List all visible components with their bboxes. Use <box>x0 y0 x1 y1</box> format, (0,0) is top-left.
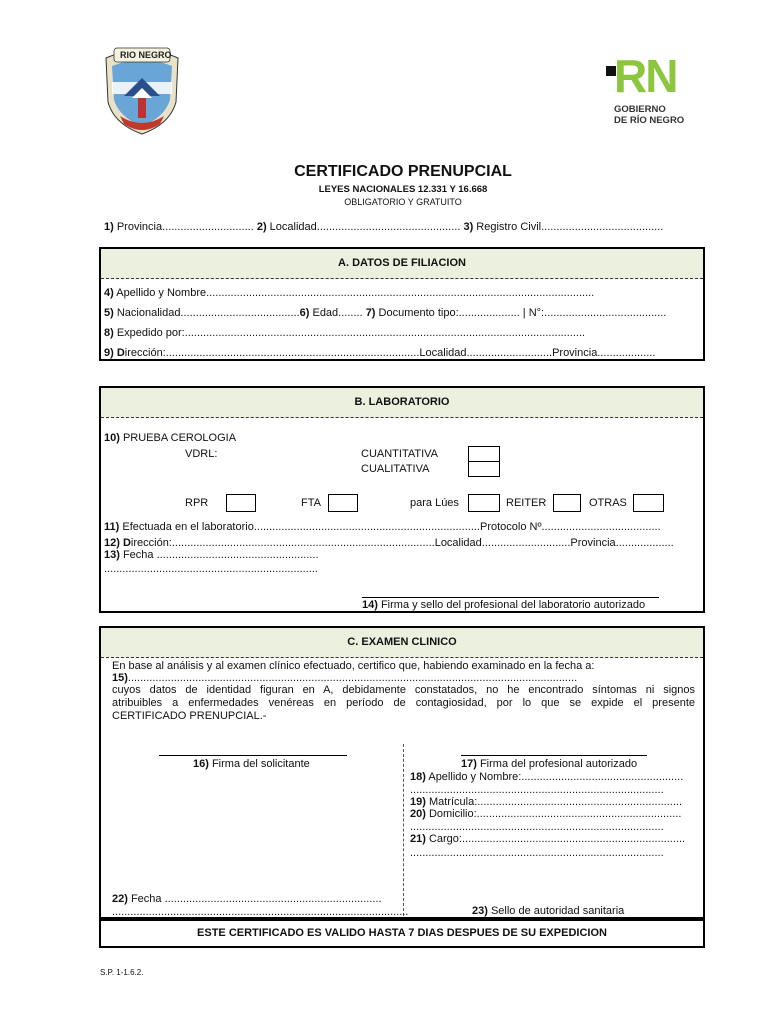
field-laboratorio-protocolo[interactable]: Efectuada en el laboratorio..........................................................................Protocolo Nº....................................... <box>119 521 661 533</box>
lab-signature-line <box>362 597 659 598</box>
exam-statement-line4: CERTIFICADO PRENUPCIAL.- <box>112 710 267 722</box>
top-fields-row <box>104 221 663 233</box>
otras-checkbox[interactable] <box>633 494 664 512</box>
field-18-row: 18) Apellido y Nombre:..................................................... <box>410 771 684 783</box>
fta-label: FTA <box>301 497 321 509</box>
lues-checkbox[interactable] <box>468 494 500 512</box>
field-registro-civil[interactable]: Registro Civil........................................ <box>473 221 664 233</box>
lab-signature-label: Firma y sello del profesional del laboratorio autorizado <box>377 599 646 611</box>
professional-signature-label: Firma del profesional autorizado <box>476 758 638 770</box>
applicant-signature-line <box>159 755 347 756</box>
field-19-row: 19) Matrícula:................................................................... <box>410 796 683 808</box>
prueba-cerologia-label: PRUEBA CEROLOGIA <box>119 432 237 444</box>
field-10-row: 10) PRUEBA CEROLOGIA <box>104 432 237 444</box>
reiter-checkbox[interactable] <box>553 494 581 512</box>
column-divider <box>403 744 404 916</box>
applicant-signature-label: Firma del solicitante <box>208 758 310 770</box>
field-2-number: 2) <box>256 221 267 233</box>
field-11-row: 11) Efectuada en el laboratorio..........................................................................Protocolo Nº....................................... <box>104 521 661 533</box>
lues-label: para Lúes <box>410 497 459 509</box>
field-fecha-c-continuation[interactable]: ................................................................................................. <box>112 906 409 918</box>
field-20-row: 20) Domicilio:................................................................... <box>410 808 682 820</box>
field-13-row: 13) Fecha ..................................................... <box>104 549 319 561</box>
field-edad[interactable]: Edad........ <box>309 307 366 319</box>
professional-signature-line <box>461 755 647 756</box>
section-a-datos-filiacion <box>99 247 705 361</box>
rpr-label: RPR <box>185 497 209 509</box>
field-4-row: 4) Apellido y Nombre............................................................................................................................... <box>104 287 595 299</box>
field-localidad[interactable]: Localidad............................................... <box>266 221 461 233</box>
field-fecha-c[interactable]: Fecha ....................................................................... <box>127 893 382 905</box>
field-1-number: 1) <box>104 221 114 233</box>
rn-government-logo <box>600 50 710 126</box>
field-fecha-b-continuation[interactable]: ...................................................................... <box>104 563 318 575</box>
field-21-row: 21) Cargo:......................................................................... <box>410 833 686 845</box>
field-16-row: 16) Firma del solicitante <box>193 758 310 770</box>
field-domicilio-continuation[interactable]: ................................................................................... <box>410 821 664 833</box>
cualitativa-checkbox[interactable] <box>468 461 500 477</box>
field-direccion-a[interactable]: irección:...................................................................................Localidad............................Provincia................... <box>124 347 656 359</box>
field-fecha-b[interactable]: Fecha ..................................................... <box>119 549 319 561</box>
cualitativa-label: CUALITATIVA <box>361 463 430 475</box>
field-15-row: 15)................................................................................................................................................... <box>112 672 578 684</box>
validity-notice: ESTE CERTIFICADO ES VALIDO HASTA 7 DIAS DESPUES DE SU EXPEDICION <box>197 927 607 939</box>
reiter-label: REITER <box>506 497 547 509</box>
field-matricula[interactable]: Matrícula:................................................................... <box>425 796 683 808</box>
section-c-title: C. EXAMEN CLINICO <box>101 628 703 658</box>
shield-logo-text: RIO NEGRO <box>120 50 172 60</box>
cuantitativa-checkbox[interactable] <box>468 446 500 462</box>
rn-logo-line2: DE RÍO NEGRO <box>614 115 685 126</box>
field-13b-row[interactable] <box>104 563 318 575</box>
field-9-row: 9) Dirección:...................................................................................Localidad............................Provincia................... <box>104 347 656 359</box>
validity-notice-box <box>99 919 705 948</box>
field-profesional-nombre[interactable]: Apellido y Nombre:..................................................... <box>425 771 684 783</box>
field-apellido-nombre[interactable]: Apellido y Nombre............................................................................................................................... <box>113 287 595 299</box>
field-profesional-nombre-continuation[interactable]: ................................................................................... <box>410 784 664 796</box>
rio-negro-shield-logo <box>100 44 184 136</box>
form-code: S.P. 1-1.6.2. <box>100 968 144 977</box>
section-b-laboratorio <box>99 386 705 613</box>
field-17-row: 17) Firma del profesional autorizado <box>461 758 638 770</box>
field-provincia[interactable]: Provincia.............................. <box>113 221 254 233</box>
fta-checkbox[interactable] <box>328 494 358 512</box>
field-nacionalidad[interactable]: Nacionalidad....................................... <box>113 307 300 319</box>
section-c-examen-clinico <box>99 626 705 919</box>
field-8-row: 8) Expedido por:................................................................................................................................... <box>104 327 586 339</box>
field-12-row: 12) Dirección:......................................................................................Localidad.............................Provincia................... <box>104 537 674 549</box>
sanitary-seal-label: Sello de autoridad sanitaria <box>487 905 625 917</box>
field-documento[interactable]: Documento tipo:.................... | N°:........................................ <box>375 307 667 319</box>
exam-statement-line1: En base al análisis y al examen clínico efectuado, certifico que, habiendo examinado en la fecha a: <box>112 660 595 672</box>
field-expedido-por[interactable]: Expedido por:................................................................................................................................... <box>113 327 586 339</box>
otras-label: OTRAS <box>589 497 627 509</box>
field-23-row: 23) Sello de autoridad sanitaria <box>472 905 625 917</box>
section-b-title: B. LABORATORIO <box>101 388 703 418</box>
field-cargo[interactable]: Cargo:......................................................................... <box>425 833 686 845</box>
field-cargo-continuation[interactable]: ................................................................................... <box>410 847 664 859</box>
field-domicilio[interactable]: Domicilio:................................................................... <box>425 808 682 820</box>
field-3-number: 3) <box>463 221 474 233</box>
field-direccion-b[interactable]: irección:......................................................................................Localidad.............................Provincia................... <box>130 537 674 549</box>
page-title: CERTIFICADO PRENUPCIAL <box>294 163 512 180</box>
laws-subtitle: LEYES NACIONALES 12.331 Y 16.668 <box>318 184 488 195</box>
obligatory-note: OBLIGATORIO Y GRATUITO <box>344 197 462 207</box>
vdrl-label: VDRL: <box>185 448 218 460</box>
field-5-7-row: 5) Nacionalidad.......................................6) Edad........ 7) Documento tipo:.................... | N°:........................................ <box>104 307 667 319</box>
rn-logo-line1: GOBIERNO <box>614 104 666 115</box>
section-a-title: A. DATOS DE FILIACION <box>101 249 703 279</box>
rpr-checkbox[interactable] <box>226 494 256 512</box>
rn-logo-mark: RN <box>600 56 700 100</box>
field-22-row: 22) Fecha ....................................................................... <box>112 893 382 905</box>
cuantitativa-label: CUANTITATIVA <box>361 448 438 460</box>
exam-statement-line3: atribuibles a enfermedades venéreas en período de contagiosidad, por lo que se expide el presente <box>112 697 695 709</box>
exam-statement-line2: cuyos datos de identidad figuran en A, debidamente constatados, no he encontrado síntomas ni signos <box>112 684 695 696</box>
field-examinado[interactable]: ................................................................................................................................................... <box>127 672 578 684</box>
field-14-row: 14) Firma y sello del profesional del laboratorio autorizado <box>362 599 646 611</box>
